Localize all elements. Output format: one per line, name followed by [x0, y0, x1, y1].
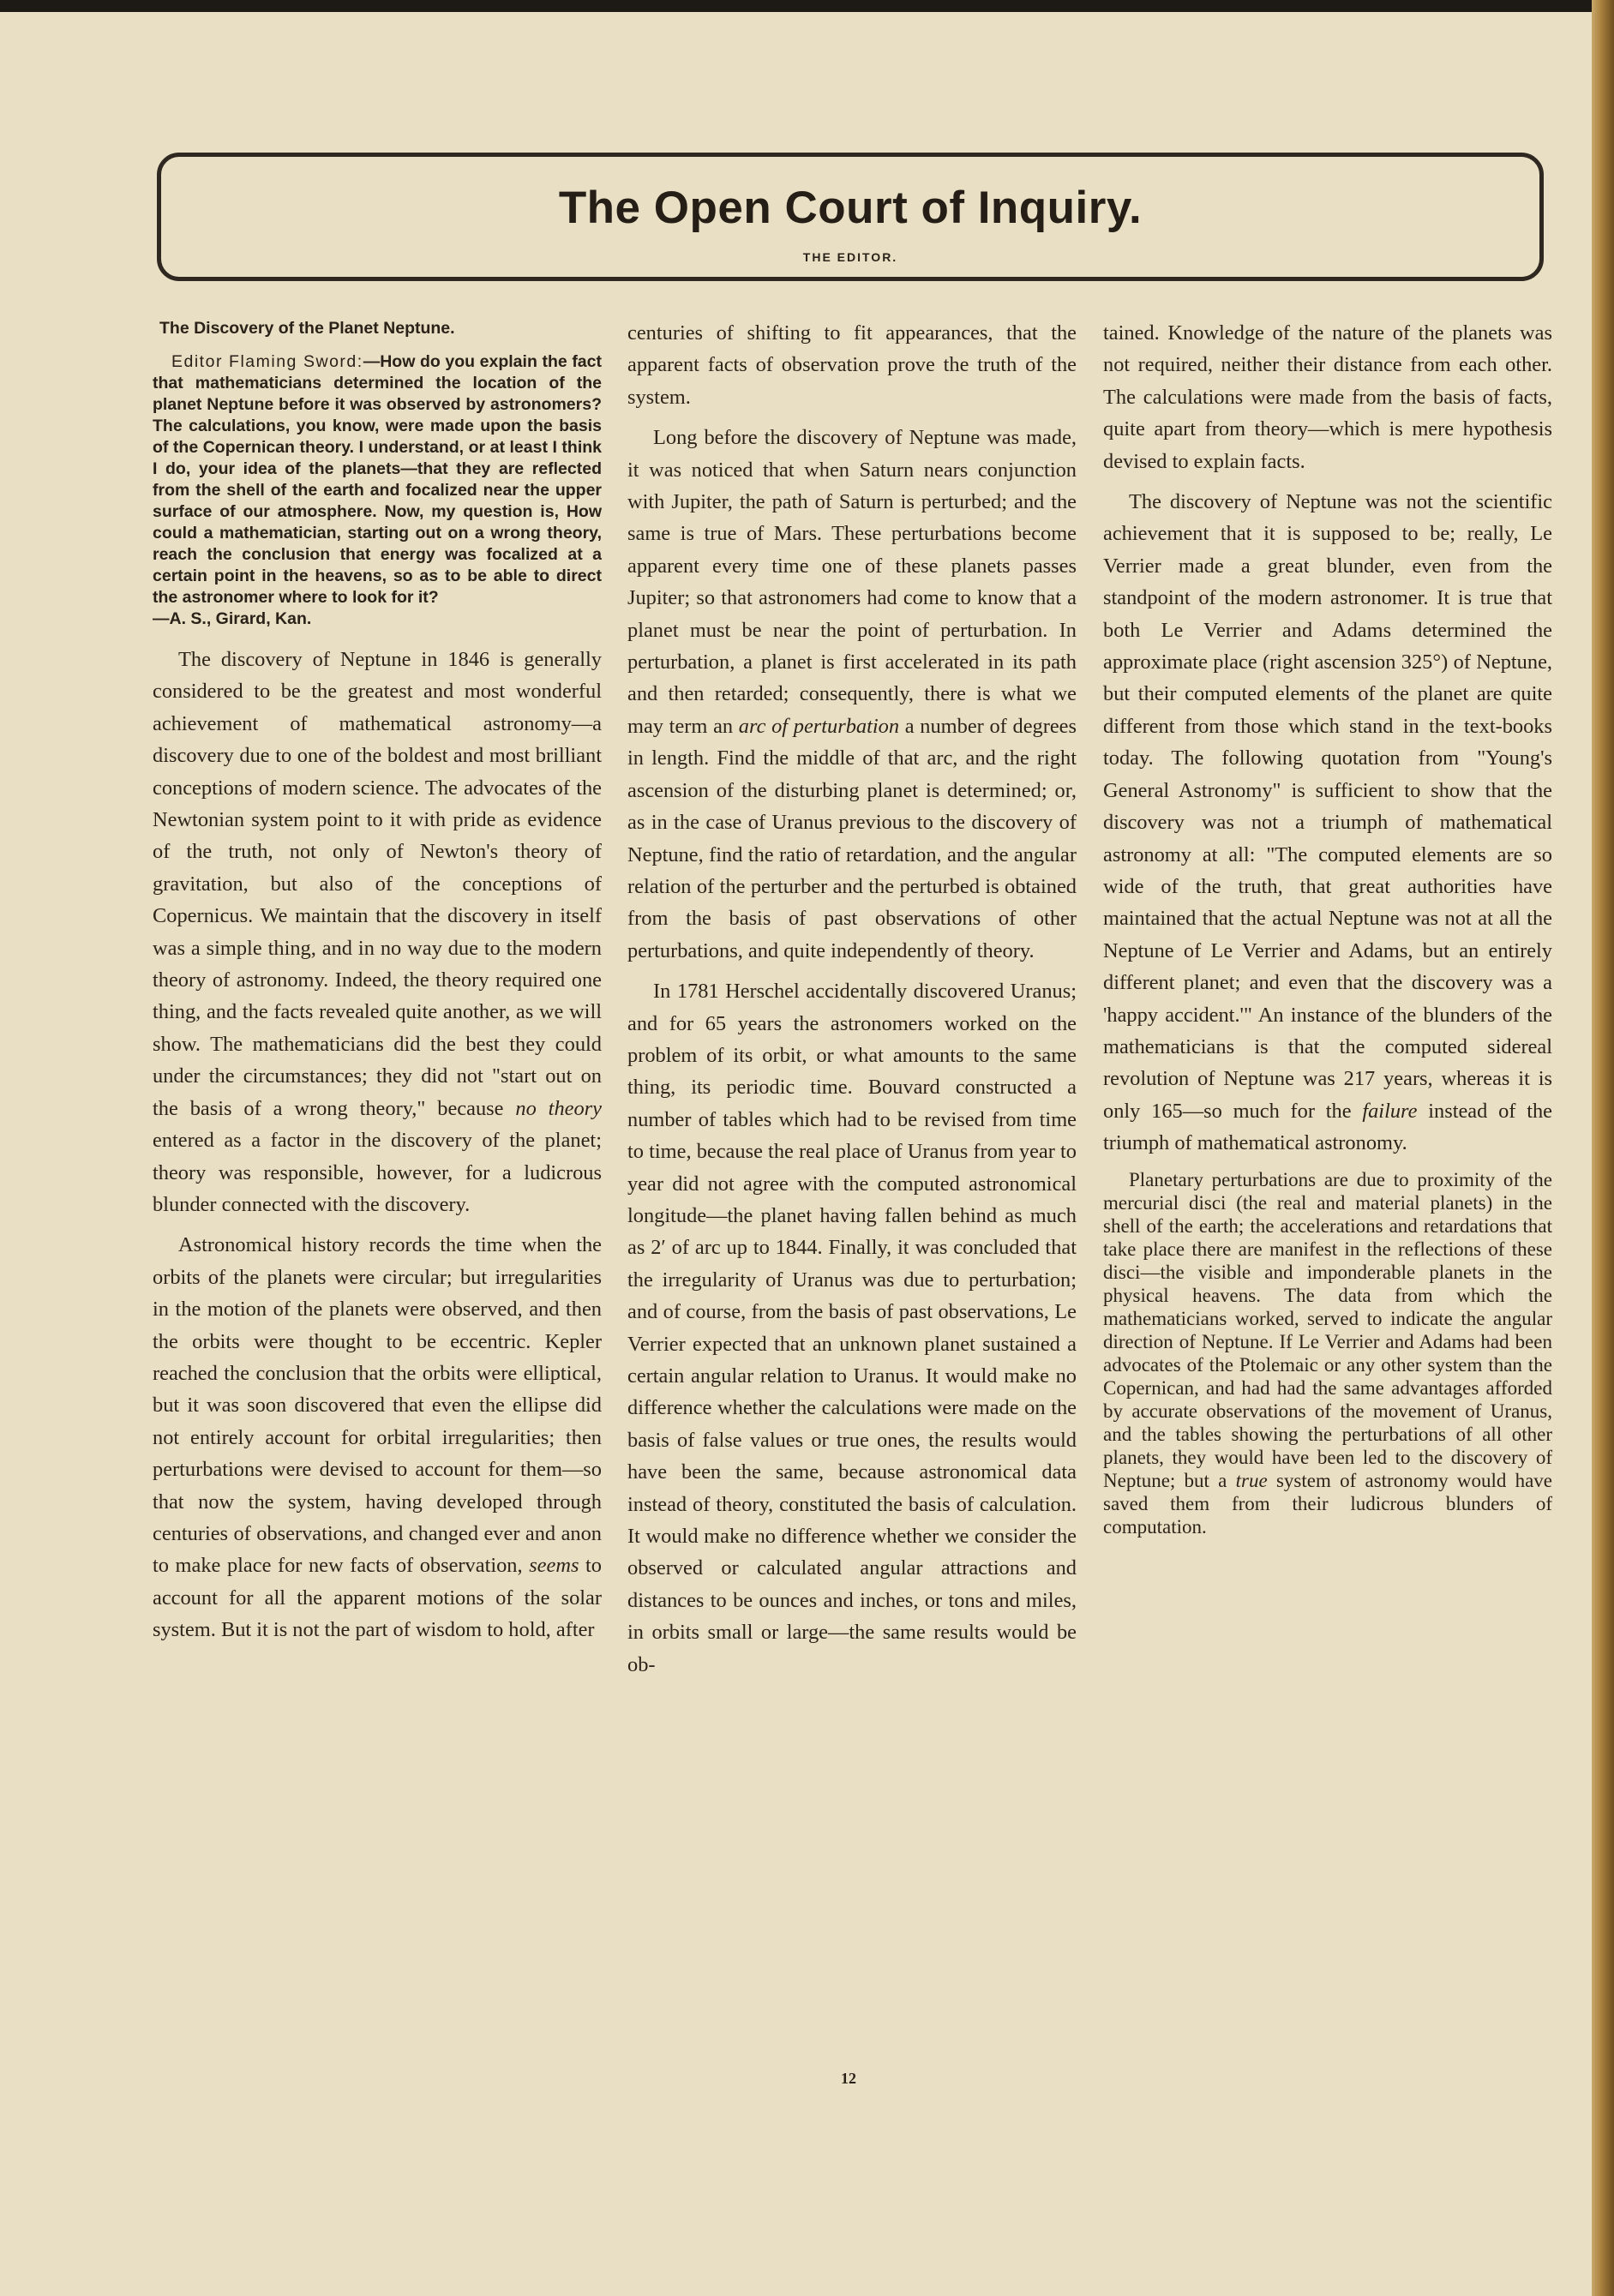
paragraph	[1103, 486, 1552, 1160]
paragraph-text: a number of degrees in length. Find the middle of that arc, and the right ascension of the disturbing planet is determined; or, as in the case of Uranus previous to the discovery of Neptune, find the ratio of retardation, and the angular relation of the perturber and the perturbed is obtained from the basis of past observations of other perturbations, and quite independently of theory.	[627, 714, 1077, 962]
page-title: The Open Court of Inquiry.	[558, 183, 1143, 233]
paragraph-text: Planetary perturbations are due to proximity of the mercurial disci (the real and material planets) in the shell of the earth; the accelerations and retardations that take place there are manifest in the reflections of these disci—the visible and imponderable planets in the physical heavens. The data from which the mathematicians worked, served to indicate the angular direction of Neptune. If Le Verrier and Adams had been advocates of the Ptolemaic or any other system than the Copernican, and had had the same advantages afforded by accurate observations of the movement of Uranus, and the tables showing the perturbations of all other planets, they would have been led to the discovery of Neptune; but a	[1103, 1168, 1552, 1491]
italic-emphasis: no theory	[515, 1096, 602, 1120]
paragraph-text: In 1781 Herschel accidentally discovered Uranus; and for 65 years the astronomers worked on the problem of its orbit, or what amounts to the same thing, its periodic time. Bouvard constructed a number of tables which had to be revised from time to time, because the real place of Uranus from year to year did not agree with the computed astronomical longitude—the planet having fallen behind as much as 2′ of arc up to 1844. Finally, it was concluded that the irregularity of Uranus was due to perturbation; and of course, from the basis of past observations, Le Verrier expected that an unknown planet sustained a certain angular relation to Uranus. It would make no difference whether the calculations were made on the basis of false values or true ones, the results would have been the same, because astronomical data instead of theory, constituted the basis of calculation. It would make no difference whether we consider the observed or calculated angular attractions and distances to be ounces and inches, or tons and miles, in orbits small or large—the same results would be ob-	[627, 980, 1077, 1676]
paragraph-text: The discovery of Neptune in 1846 is generally considered to be the greatest and most wonderful achievement of mathematical astronomy—a discovery due to one of the boldest and most brilliant conceptions of modern science. The advocates of the Newtonian system point to it with pride as evidence of the truth, not only of Newton's theory of gravitation, but also of the conceptions of Copernicus. We maintain that the discovery in itself was a simple thing, and in no way due to the modern theory of astronomy. Indeed, the theory required one thing, and the facts revealed quite another, as we will show. The mathematicians did the best they could under the circumstances; they did not "start out on the basis of a wrong theory," because	[153, 648, 602, 1120]
paragraph-text: to account for all the apparent motions of the solar system. But it is not the part of wisdom to hold, after	[153, 1554, 602, 1642]
reader-letter	[153, 351, 602, 630]
paragraph-text: instead of the triumph of mathematical astronomy.	[1103, 1099, 1552, 1155]
paragraph-text: system of astronomy would have saved them from their ludicrous blunders of computation.	[1103, 1469, 1552, 1538]
column-3-text	[1103, 317, 1552, 1538]
paragraph	[1103, 1168, 1552, 1538]
question-heading: The Discovery of the Planet Neptune.	[159, 319, 455, 338]
letter-signature: —A. S., Girard, Kan.	[153, 609, 312, 628]
letter-body: —How do you explain the fact that mathematicians determined the location of the planet Neptune before it was observed by astronomers? The calculations, you know, were made upon the basis of the Copernican theory. I understand, or at least I think I do, your idea of the planets—that they are reflected from the shell of the earth and focalized near the upper surface of our atmosphere. Now, my question is, How could a mathematician, starting out on a wrong theory, reach the conclusion that energy was focalized at a certain point in the heavens, so as to be able to direct the astronomer where to look for it?	[153, 352, 602, 607]
paragraph	[627, 975, 1077, 1681]
paragraph	[627, 422, 1077, 967]
column-3	[1103, 317, 1552, 1538]
column-2	[627, 317, 1077, 1681]
italic-emphasis: failure	[1362, 1099, 1418, 1123]
paragraph-text: entered as a factor in the discovery of the planet; theory was responsible, however, for a ludicrous blunder connected with the discovery.	[153, 1129, 602, 1216]
paragraph	[153, 1229, 602, 1646]
column-1	[153, 317, 602, 1646]
italic-emphasis: seems	[529, 1554, 579, 1578]
paragraph-text: Astronomical history records the time when the orbits of the planets were circular; but irregularities in the motion of the planets were observed, and then the orbits were thought to be eccentric. Kepler reached the conclusion that the orbits were elliptical, but it was soon discovered that even the ellipse did not entirely account for orbital irregularities; then perturbations were devised to account for them—so that now the system, having developed through centuries of observations, and changed ever and anon to make place for new facts of observation,	[153, 1233, 602, 1578]
page-top-edge	[0, 0, 1614, 12]
column-1-text	[153, 644, 602, 1646]
paragraph-text: centuries of shifting to fit appearances, that the apparent facts of observation prove the truth of the system.	[627, 321, 1077, 409]
page-binding-edge	[1592, 0, 1614, 2296]
paragraph-text: tained. Knowledge of the nature of the planets was not required, neither their distance from each other. The calculations were made from the basis of facts, quite apart from theory—which is mere hypothesis devised to explain facts.	[1103, 321, 1552, 473]
paragraph-text: Long before the discovery of Neptune was made, it was noticed that when Saturn nears conjunction with Jupiter, the path of Saturn is perturbed; and the same is true of Mars. These perturbations become apparent every time one of these planets passes Jupiter; so that astronomers had come to know that a planet must be near the point of perturbation. In perturbation, a planet is first accelerated in its path and then retarded; consequently, there is what we may term an	[627, 426, 1077, 738]
italic-emphasis: true	[1235, 1469, 1268, 1491]
paragraph	[153, 644, 602, 1220]
letter-salutation: Editor Flaming Sword:	[171, 352, 363, 371]
paragraph-text: The discovery of Neptune was not the scientific achievement that it is supposed to be; really, Le Verrier made a great blunder, even from the standpoint of the modern astronomer. It is true that both Le Verrier and Adams determined the approximate place (right ascension 325°) of Neptune, but their computed elements of the planet are quite different from those which stand in the text-books today. The following quotation from "Young's General Astronomy" is sufficient to show that the discovery was not a triumph of mathematical astronomy at all: "The computed elements are so wide of the truth, that great authorities have maintained that the actual Neptune was not at all the Neptune of Le Verrier and Adams, but an entirely different planet; and even that the discovery was a 'happy accident.'" An instance of the blunders of the mathematicians is that the computed sidereal revolution of Neptune was 217 years, whereas it is only 165—so much for the	[1103, 490, 1552, 1123]
page-number: 12	[841, 2070, 856, 2087]
page-subtitle: THE EDITOR.	[802, 250, 898, 264]
paragraph	[627, 317, 1077, 413]
italic-emphasis: arc of perturbation	[738, 714, 900, 738]
column-2-text	[627, 317, 1077, 1681]
paragraph	[1103, 317, 1552, 477]
